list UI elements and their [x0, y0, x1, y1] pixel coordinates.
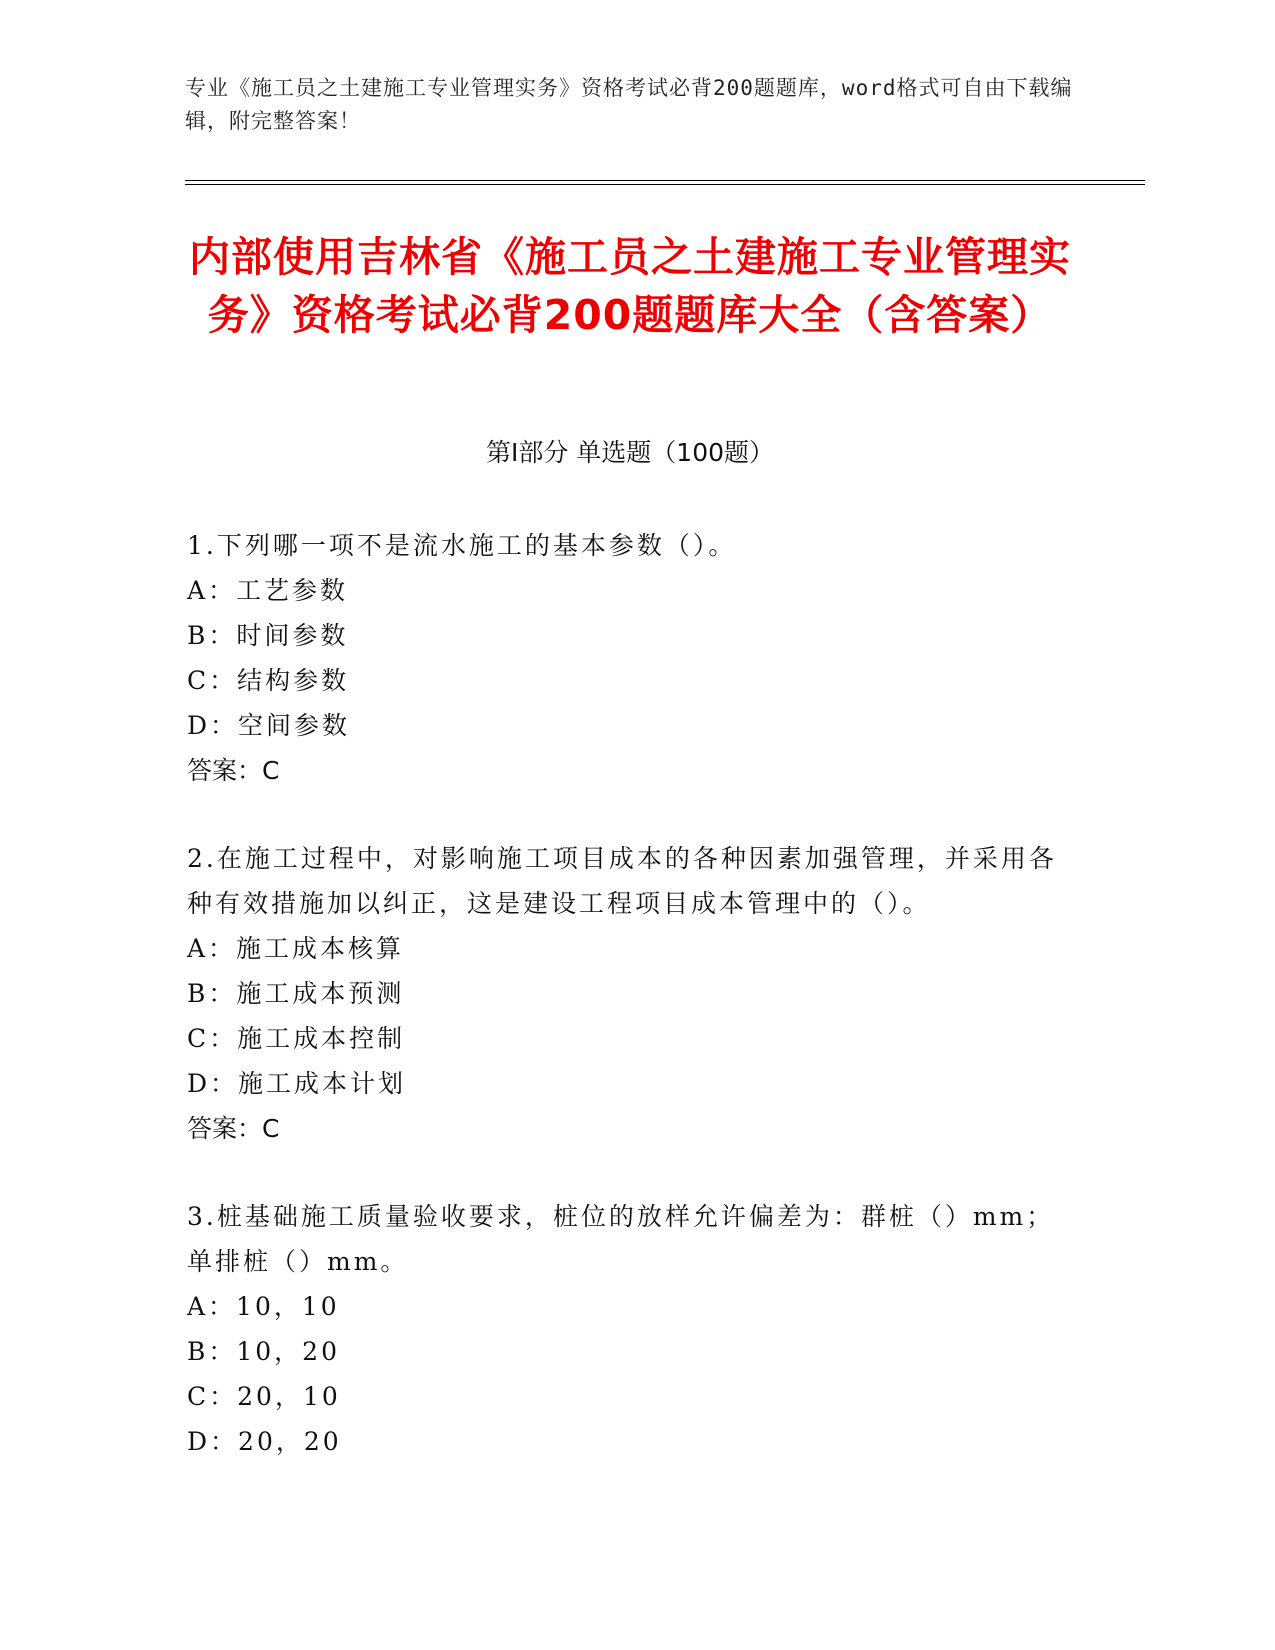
header-divider-line-secondary — [185, 184, 1145, 185]
question-text: 1.下列哪一项不是流水施工的基本参数（）。 — [187, 531, 737, 560]
option-d: D：施工成本计划 — [187, 1069, 407, 1098]
question-3 — [187, 1194, 1067, 1464]
question-1 — [187, 523, 1067, 793]
option-a: A：工艺参数 — [187, 576, 349, 605]
section-heading: 第I部分 单选题（100题） — [485, 438, 775, 467]
answer-text: 答案：C — [187, 756, 280, 785]
option-d: D：20，20 — [187, 1427, 342, 1456]
answer-text: 答案：C — [187, 1114, 280, 1143]
question-text: 3.桩基础施工质量验收要求，桩位的放样允许偏差为：群桩（）mm；单排桩（）mm。 — [187, 1202, 1055, 1276]
header-divider-line — [185, 180, 1145, 181]
option-c: C：施工成本控制 — [187, 1024, 406, 1053]
question-list — [187, 523, 1067, 1507]
question-text: 2.在施工过程中，对影响施工项目成本的各种因素加强管理，并采用各种有效措施加以纠正，这是建设工程项目成本管理中的（）。 — [187, 844, 1057, 918]
option-a: A：施工成本核算 — [187, 934, 405, 963]
document-title: 内部使用吉林省《施工员之土建施工专业管理实务》资格考试必背200题题库大全（含答案） — [189, 233, 1071, 339]
option-b: B：10，20 — [187, 1337, 340, 1366]
option-c: C：结构参数 — [187, 666, 350, 695]
option-a: A：10，10 — [187, 1292, 340, 1321]
option-b: B：时间参数 — [187, 621, 349, 650]
option-d: D：空间参数 — [187, 711, 351, 740]
option-b: B：施工成本预测 — [187, 979, 405, 1008]
header-note: 专业《施工员之土建施工专业管理实务》资格考试必背200题题库，word格式可自由下载编辑，附完整答案！ — [185, 76, 1073, 133]
question-2 — [187, 836, 1067, 1151]
option-c: C：20，10 — [187, 1382, 341, 1411]
